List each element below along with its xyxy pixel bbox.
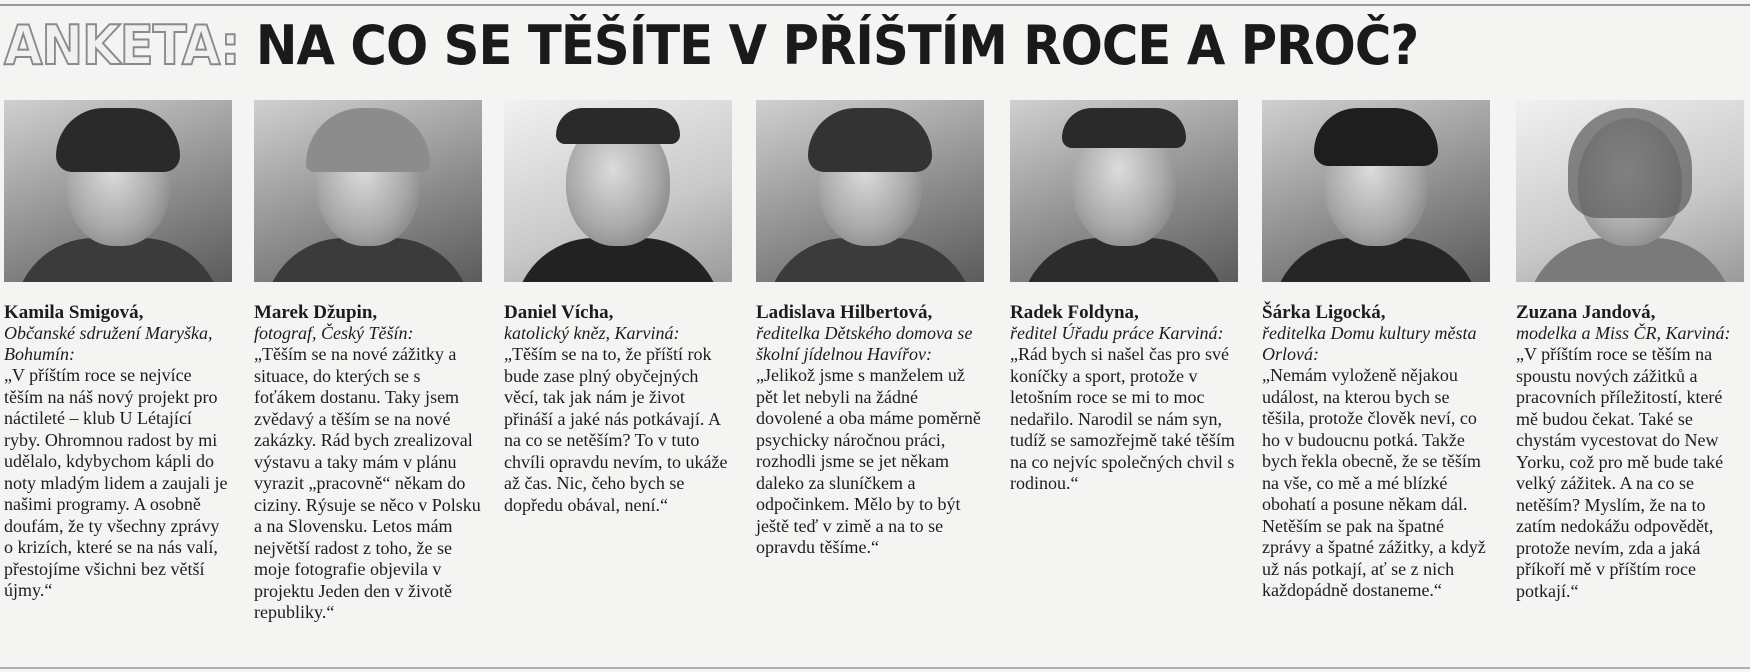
bottom-rule: [0, 667, 1750, 669]
respondent-quote: „Těším se na to, že příští rok bude zase plný obyčejných věcí, tak jak nám je život přináší a jaké nás potkávají. A na co se netěším? To v tuto chvíli opravdu nevím, to ukáže až čas. Nic, čeho bych se dopředu obával, není.“: [504, 344, 728, 515]
headline-label: ANKETA:: [4, 13, 240, 77]
respondent-role: modelka a Miss ČR, Karviná:: [1516, 323, 1731, 343]
respondent-column: [1262, 100, 1490, 602]
respondent-column: [1010, 100, 1238, 495]
respondent-role: Občanské sdružení Maryška, Bohumín:: [4, 323, 213, 364]
respondent-name: Ladislava Hilbertová,: [756, 302, 933, 323]
respondent-column: [504, 100, 732, 516]
byline: [4, 302, 232, 365]
respondent-name: Marek Džupin,: [254, 302, 378, 323]
respondent-name: Zuzana Jandová,: [1516, 302, 1656, 323]
respondent-quote: „Jelikož jsme s manželem už pět let nebyli na žádné dovolené a oba máme poměrně psychicky náročnou práci, rozhodli jsme se jet někam daleko za sluníčkem a odpočinkem. Mělo by to být ještě teď v zimě a na to se opravdu těšíme.“: [756, 365, 981, 557]
respondent-name: Kamila Smigová,: [4, 302, 144, 323]
respondent-name: Šárka Ligocká,: [1262, 302, 1386, 323]
respondent-role: fotograf, Český Těšín:: [254, 323, 414, 343]
byline: [504, 302, 732, 344]
respondent-column: [4, 100, 232, 602]
portrait-photo: [1262, 100, 1490, 282]
respondent-column: [1516, 100, 1744, 602]
byline: [1262, 302, 1490, 365]
byline: [756, 302, 984, 365]
respondent-quote: „V příštím roce se nejvíce těším na náš nový projekt pro náctileté – klub U Létající ryby. Ohromnou radost by mi udělalo, kdybychom kápli do noty mladým lidem a zaujali je našimi programy. A osobně doufám, že ty všechny zprávy o krizích, které se na nás valí, přestojíme všichni bez větší újmy.“: [4, 365, 228, 600]
respondent-quote: „V příštím roce se těším na spoustu nových zážitků a pracovních příležitostí, které mě budou čekat. Také se chystám vycestovat do New Yorku, což pro mě bude také velký zážitek. A na co se netěším? Myslím, že na to zatím nedokážu odpovědět, protože nevím, zda a jaká příkoří mě v příštím roce potkají.“: [1516, 344, 1724, 601]
page-title: [4, 6, 1418, 84]
respondent-role: ředitelka Domu kultury města Orlová:: [1262, 323, 1477, 364]
portrait-photo: [4, 100, 232, 282]
headline-text: NA CO SE TĚŠÍTE V PŘÍŠTÍM ROCE A PROČ?: [255, 13, 1419, 77]
portrait-photo: [254, 100, 482, 282]
portrait-photo: [756, 100, 984, 282]
byline: [1010, 302, 1238, 344]
respondent-quote: „Rád bych si našel čas pro své koníčky a sport, protože v letošním roce se mi to moc nedařilo. Narodil se nám syn, tudíž se samozřejmě také těším na co nejvíc společných chvil s rodinou.“: [1010, 344, 1235, 493]
respondent-role: ředitel Úřadu práce Karviná:: [1010, 323, 1224, 343]
respondent-column: [756, 100, 984, 559]
respondent-quote: „Nemám vyloženě nějakou událost, na kterou bych se těšila, protože člověk neví, co ho v budoucnu potká. Takže bych řekla obecně, že se těším na vše, co mě a mé blízké obohatí a posune někam dál. Netěším se pak na špatné zprávy a špatné zážitky, a když už nás potkají, ať se z nich každopádně dostaneme.“: [1262, 365, 1486, 600]
byline: [254, 302, 482, 344]
portrait-photo: [504, 100, 732, 282]
respondent-role: ředitelka Dětského domova se školní jídelnou Havířov:: [756, 323, 973, 364]
respondent-column: [254, 100, 482, 624]
portrait-photo: [1010, 100, 1238, 282]
respondent-name: Radek Foldyna,: [1010, 302, 1139, 323]
respondent-role: katolický kněz, Karviná:: [504, 323, 680, 343]
byline: [1516, 302, 1744, 344]
respondent-name: Daniel Vícha,: [504, 302, 614, 323]
respondent-quote: „Těším se na nové zážitky a situace, do kterých se s foťákem dostanu. Taky jsem zvědavý a těším se na nové zakázky. Rád bych zrealizoval výstavu a taky mám v plánu vyrazit „pracovně“ někam do ciziny. Rýsuje se něco v Polsku a na Slovensku. Letos mám největší radost z toho, že se moje fotografie objevila v projektu Jeden den v životě republiky.“: [254, 344, 481, 622]
portrait-photo: [1516, 100, 1744, 282]
